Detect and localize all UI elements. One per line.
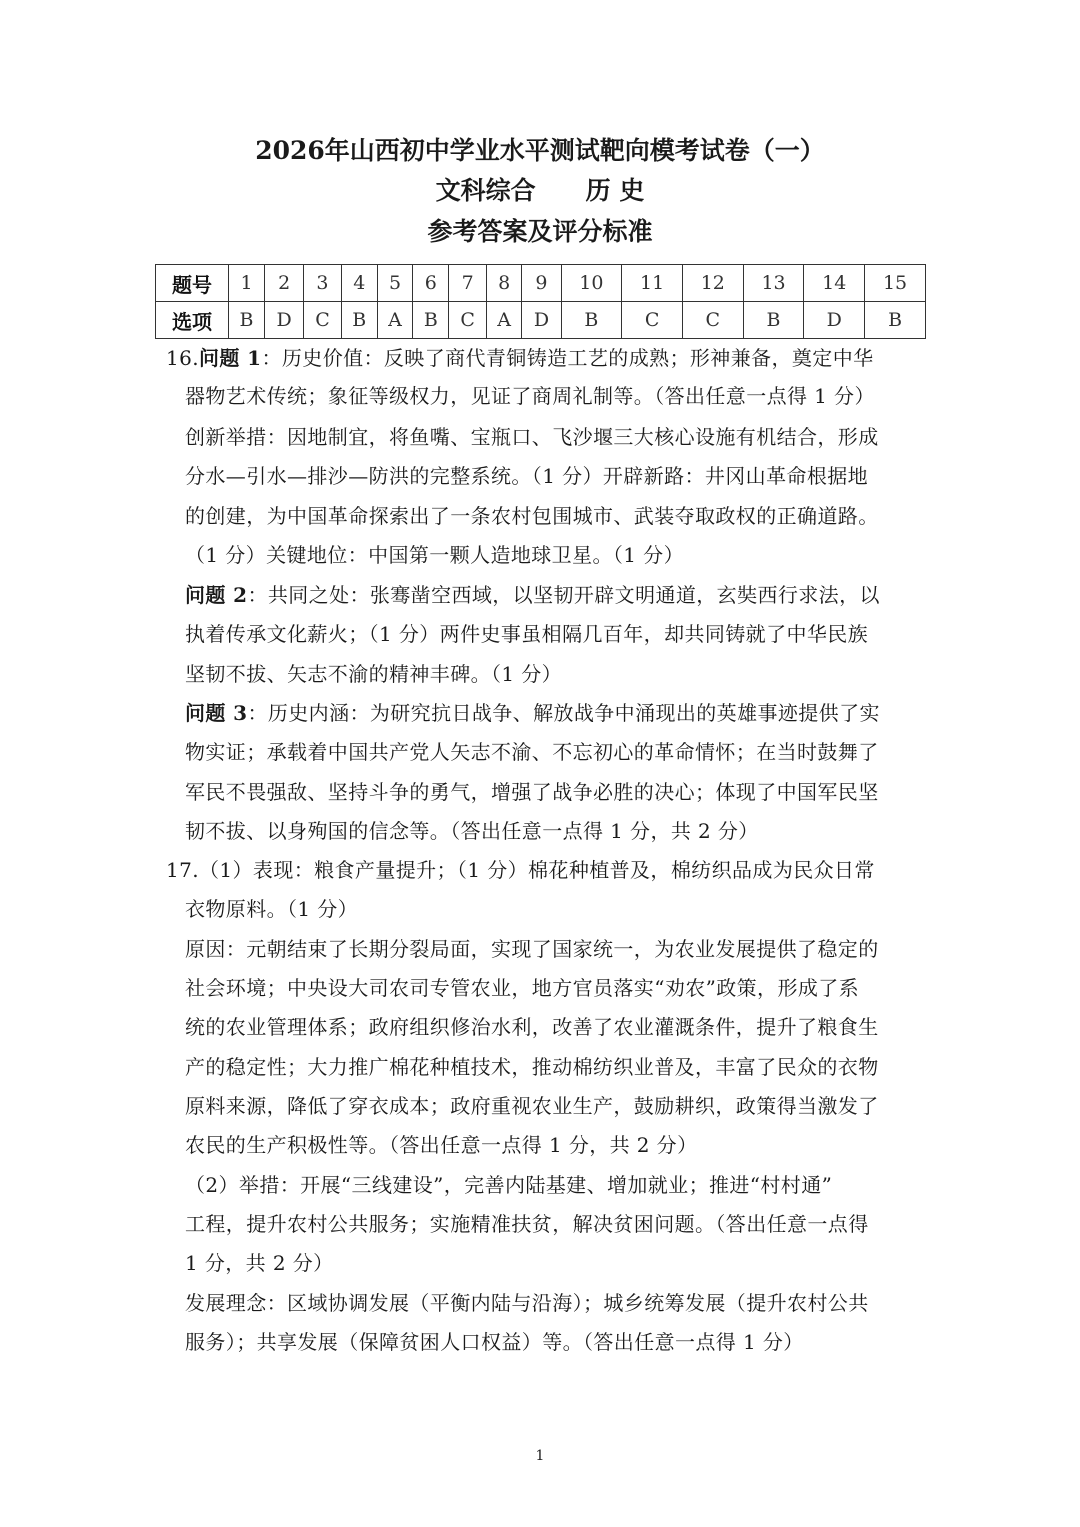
q17-line: 衣物原料。（1 分） [185,897,359,921]
answer-cell: C [622,302,683,339]
answer-text: ：历史内涵：为研究抗日战争、解放战争中涌现出的英雄事迹提供了实 [247,701,880,725]
q17-line: 服务）；共享发展（保障贫困人口权益）等。（答出任意一点得 1 分） [185,1330,804,1354]
row-label: 选项 [156,302,229,339]
question-number-cell: 1 [229,265,265,302]
answer-cell: B [561,302,622,339]
q17-line: 17.（1）表现：粮食产量提升；（1 分）棉花种植普及，棉纺织品成为民众日常 [166,858,875,882]
answer-text: ：历史价值：反映了商代青铜铸造工艺的成熟；形神兼备，奠定中华 [261,346,874,370]
question-number-cell: 8 [486,265,522,302]
exam-subject: 文科综合 历 史 [435,176,645,205]
q16-line: 创新举措：因地制宜，将鱼嘴、宝瓶口、飞沙堰三大核心设施有机结合，形成 [185,425,879,449]
q16-line [185,583,880,607]
question-number-cell: 15 [865,265,926,302]
exam-title: 2026年山西初中学业水平测试靶向模考试卷（一） [255,136,825,165]
question-number-cell: 5 [377,265,413,302]
q16-line: 器物艺术传统；象征等级权力，见证了商周礼制等。（答出任意一点得 1 分） [185,384,875,408]
answer-cell: D [522,302,561,339]
question-label: 问题 1 [199,346,262,370]
answer-cell: C [304,302,341,339]
q16-line: 军民不畏强敌、坚持斗争的勇气，增强了战争必胜的决心；体现了中国军民坚 [185,780,879,804]
q16-line: 物实证；承载着中国共产党人矢志不渝、不忘初心的革命情怀；在当时鼓舞了 [185,740,879,764]
answer-cell: C [682,302,743,339]
question-number-cell: 14 [804,265,865,302]
answer-cell: C [449,302,486,339]
answer-text: ：共同之处：张骞凿空西域，以坚韧开辟文明通道，玄奘西行求法，以 [247,583,880,607]
q17-line: 农民的生产积极性等。（答出任意一点得 1 分，共 2 分） [185,1133,698,1157]
answer-cell: D [265,302,304,339]
q17-line: 工程，提升农村公共服务；实施精准扶贫，解决贫困问题。（答出任意一点得 [185,1212,869,1236]
question-number-cell: 6 [413,265,449,302]
answer-cell: B [865,302,926,339]
question-number-cell: 7 [449,265,486,302]
q16-line: 的创建，为中国革命探索出了一条农村包围城市、武装夺取政权的正确道路。 [185,504,879,528]
answer-table [155,264,926,339]
question-number-cell: 13 [743,265,804,302]
question-number-cell: 11 [622,265,683,302]
q16-line [185,701,880,725]
q16-line: （1 分）关键地位：中国第一颗人造地球卫星。（1 分） [185,543,684,567]
question-number-row [156,265,926,302]
q16-line: 韧不拔、以身殉国的信念等。（答出任意一点得 1 分，共 2 分） [185,819,759,843]
answer-row [156,302,926,339]
q16-line: 执着传承文化薪火；（1 分）两件史事虽相隔几百年，却共同铸就了中华民族 [185,622,869,646]
answer-cell: B [341,302,377,339]
question-number: 16. [166,346,200,370]
question-number-cell: 2 [265,265,304,302]
answer-cell: B [743,302,804,339]
q17-line: （2）举措：开展“三线建设”，完善内陆基建、增加就业；推进“村村通” [185,1173,833,1197]
row-label: 题号 [156,265,229,302]
question-label: 问题 3 [185,701,248,725]
answer-cell: A [486,302,522,339]
q17-line: 原料来源，降低了穿衣成本；政府重视农业生产，鼓励耕织，政策得当激发了 [185,1094,879,1118]
question-number-cell: 9 [522,265,561,302]
q17-line: 产的稳定性；大力推广棉花种植技术，推动棉纺织业普及，丰富了民众的衣物 [185,1055,879,1079]
answer-cell: B [413,302,449,339]
question-label: 问题 2 [185,583,248,607]
page-number: 1 [535,1448,545,1464]
q17-line: 统的农业管理体系；政府组织修治水利，改善了农业灌溉条件，提升了粮食生 [185,1015,879,1039]
q17-line: 社会环境；中央设大司农司专管农业，地方官员落实“劝农”政策，形成了系 [185,976,860,1000]
exam-subtitle: 参考答案及评分标准 [427,217,653,246]
q16-line: 坚韧不拔、矢志不渝的精神丰碑。（1 分） [185,662,563,686]
q16-line [166,346,874,370]
question-number-cell: 12 [682,265,743,302]
answer-cell: B [229,302,265,339]
answer-cell: D [804,302,865,339]
q17-line: 1 分，共 2 分） [185,1251,334,1275]
q17-line: 原因：元朝结束了长期分裂局面，实现了国家统一，为农业发展提供了稳定的 [185,937,879,961]
answer-cell: A [377,302,413,339]
question-number-cell: 3 [304,265,341,302]
question-number-cell: 4 [341,265,377,302]
q16-line: 分水—引水—排沙—防洪的完整系统。（1 分）开辟新路：井冈山革命根据地 [185,464,869,488]
q17-line: 发展理念：区域协调发展（平衡内陆与沿海）；城乡统筹发展（提升农村公共 [185,1291,869,1315]
question-number-cell: 10 [561,265,622,302]
